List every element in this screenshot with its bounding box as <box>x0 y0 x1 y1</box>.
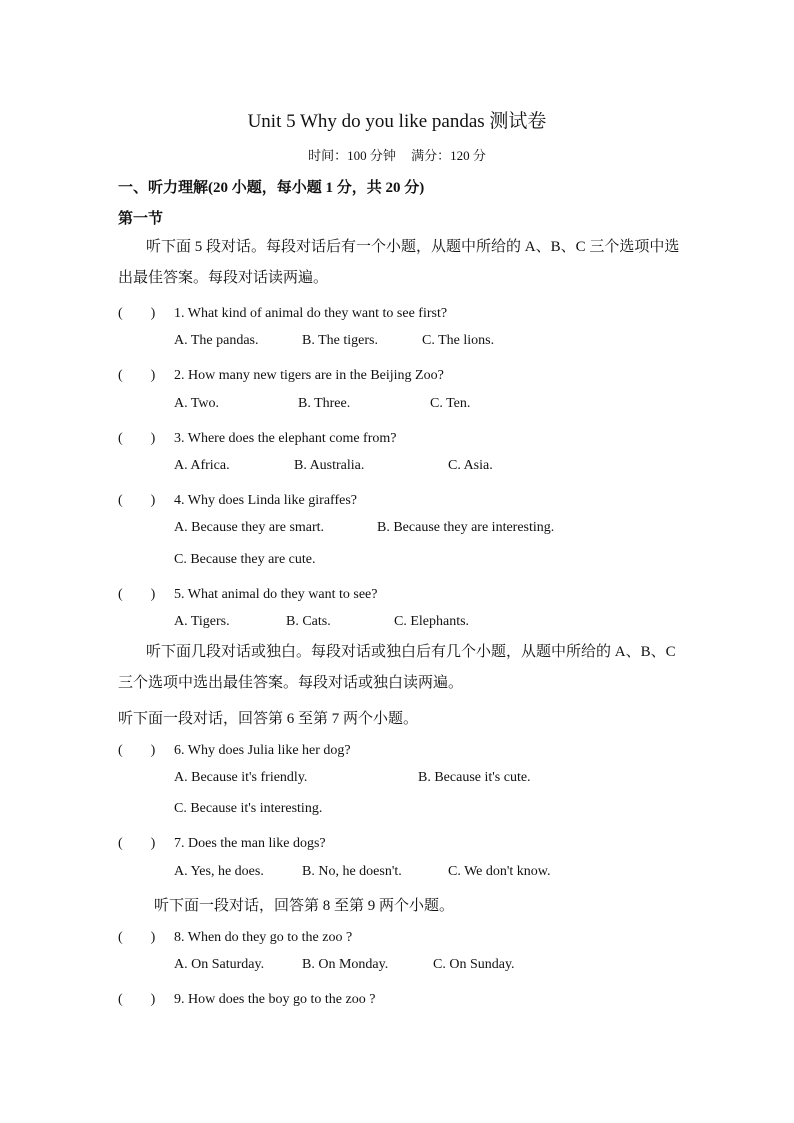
answer-blank: ( ) <box>118 306 156 321</box>
option-a: A. Tigers. <box>174 614 230 629</box>
section-heading: 一、听力理解(20 小题，每小题 1 分，共 20 分) <box>118 180 425 196</box>
sub-instruction-2: 听下面一段对话，回答第 8 至第 9 两个小题。 <box>154 898 455 914</box>
question-1 <box>118 302 447 322</box>
question-7 <box>118 832 326 852</box>
option-c: C. The lions. <box>422 333 495 348</box>
option-c: C. We don't know. <box>448 864 551 879</box>
answer-blank: ( ) <box>118 930 156 945</box>
option-c: C. On Sunday. <box>433 957 515 972</box>
option-b: B. Because they are interesting. <box>377 520 555 535</box>
exam-meta <box>0 145 794 164</box>
instruction-2: 听下面几段对话或独白。每段对话或独白后有几个小题，从题中所给的 A、B、C 三个选项中选出最佳答案。每段对话或独白读两遍。 <box>118 644 676 691</box>
option-b: B. The tigers. <box>302 333 378 348</box>
answer-blank: ( ) <box>118 493 156 508</box>
question-text: 2. How many new tigers are in the Beijing Zoo? <box>174 368 444 383</box>
option-a: A. Because it's friendly. <box>174 770 308 785</box>
question-9 <box>118 988 375 1008</box>
question-text: 3. Where does the elephant come from? <box>174 431 397 446</box>
option-a: A. The pandas. <box>174 333 259 348</box>
question-text: 5. What animal do they want to see? <box>174 587 378 602</box>
option-b: B. Three. <box>298 396 351 411</box>
option-c: C. Asia. <box>448 458 493 473</box>
question-3 <box>118 427 396 447</box>
answer-blank: ( ) <box>118 368 156 383</box>
option-c: C. Because it's interesting. <box>174 801 323 816</box>
answer-blank: ( ) <box>118 836 156 851</box>
exam-score: 满分：120 分 <box>411 148 486 163</box>
sub-instruction-1: 听下面一段对话，回答第 6 至第 7 两个小题。 <box>118 711 419 727</box>
question-text: 8. When do they go to the zoo ? <box>174 930 353 945</box>
question-text: 6. Why does Julia like her dog? <box>174 743 351 758</box>
question-text: 4. Why does Linda like giraffes? <box>174 493 357 508</box>
question-4 <box>118 489 357 509</box>
option-a: A. Because they are smart. <box>174 520 325 535</box>
question-6 <box>118 739 351 759</box>
option-b: B. Cats. <box>286 614 331 629</box>
question-text: 1. What kind of animal do they want to see first? <box>174 306 448 321</box>
question-text: 9. How does the boy go to the zoo ? <box>174 992 376 1007</box>
option-b: B. Australia. <box>294 458 365 473</box>
answer-blank: ( ) <box>118 431 156 446</box>
option-c: C. Elephants. <box>394 614 470 629</box>
option-b: B. No, he doesn't. <box>302 864 402 879</box>
answer-blank: ( ) <box>118 992 156 1007</box>
option-a: A. Africa. <box>174 458 230 473</box>
answer-blank: ( ) <box>118 587 156 602</box>
option-b: B. On Monday. <box>302 957 389 972</box>
question-5 <box>118 583 377 603</box>
option-c: C. Ten. <box>430 396 471 411</box>
option-a: A. Yes, he does. <box>174 864 264 879</box>
instruction-1: 听下面 5 段对话。每段对话后有一个小题，从题中所给的 A、B、C 三个选项中选出最佳答案。每段对话读两遍。 <box>118 239 680 286</box>
question-2 <box>118 364 444 384</box>
exam-time: 时间：100 分钟 <box>308 148 396 163</box>
option-a: A. Two. <box>174 396 220 411</box>
question-text: 7. Does the man like dogs? <box>174 836 326 851</box>
page-title: Unit 5 Why do you like pandas 测试卷 <box>247 111 547 132</box>
option-c: C. Because they are cute. <box>174 552 316 567</box>
part-heading: 第一节 <box>118 211 164 227</box>
question-8 <box>118 926 352 946</box>
option-b: B. Because it's cute. <box>418 770 531 785</box>
option-a: A. On Saturday. <box>174 957 265 972</box>
answer-blank: ( ) <box>118 743 156 758</box>
